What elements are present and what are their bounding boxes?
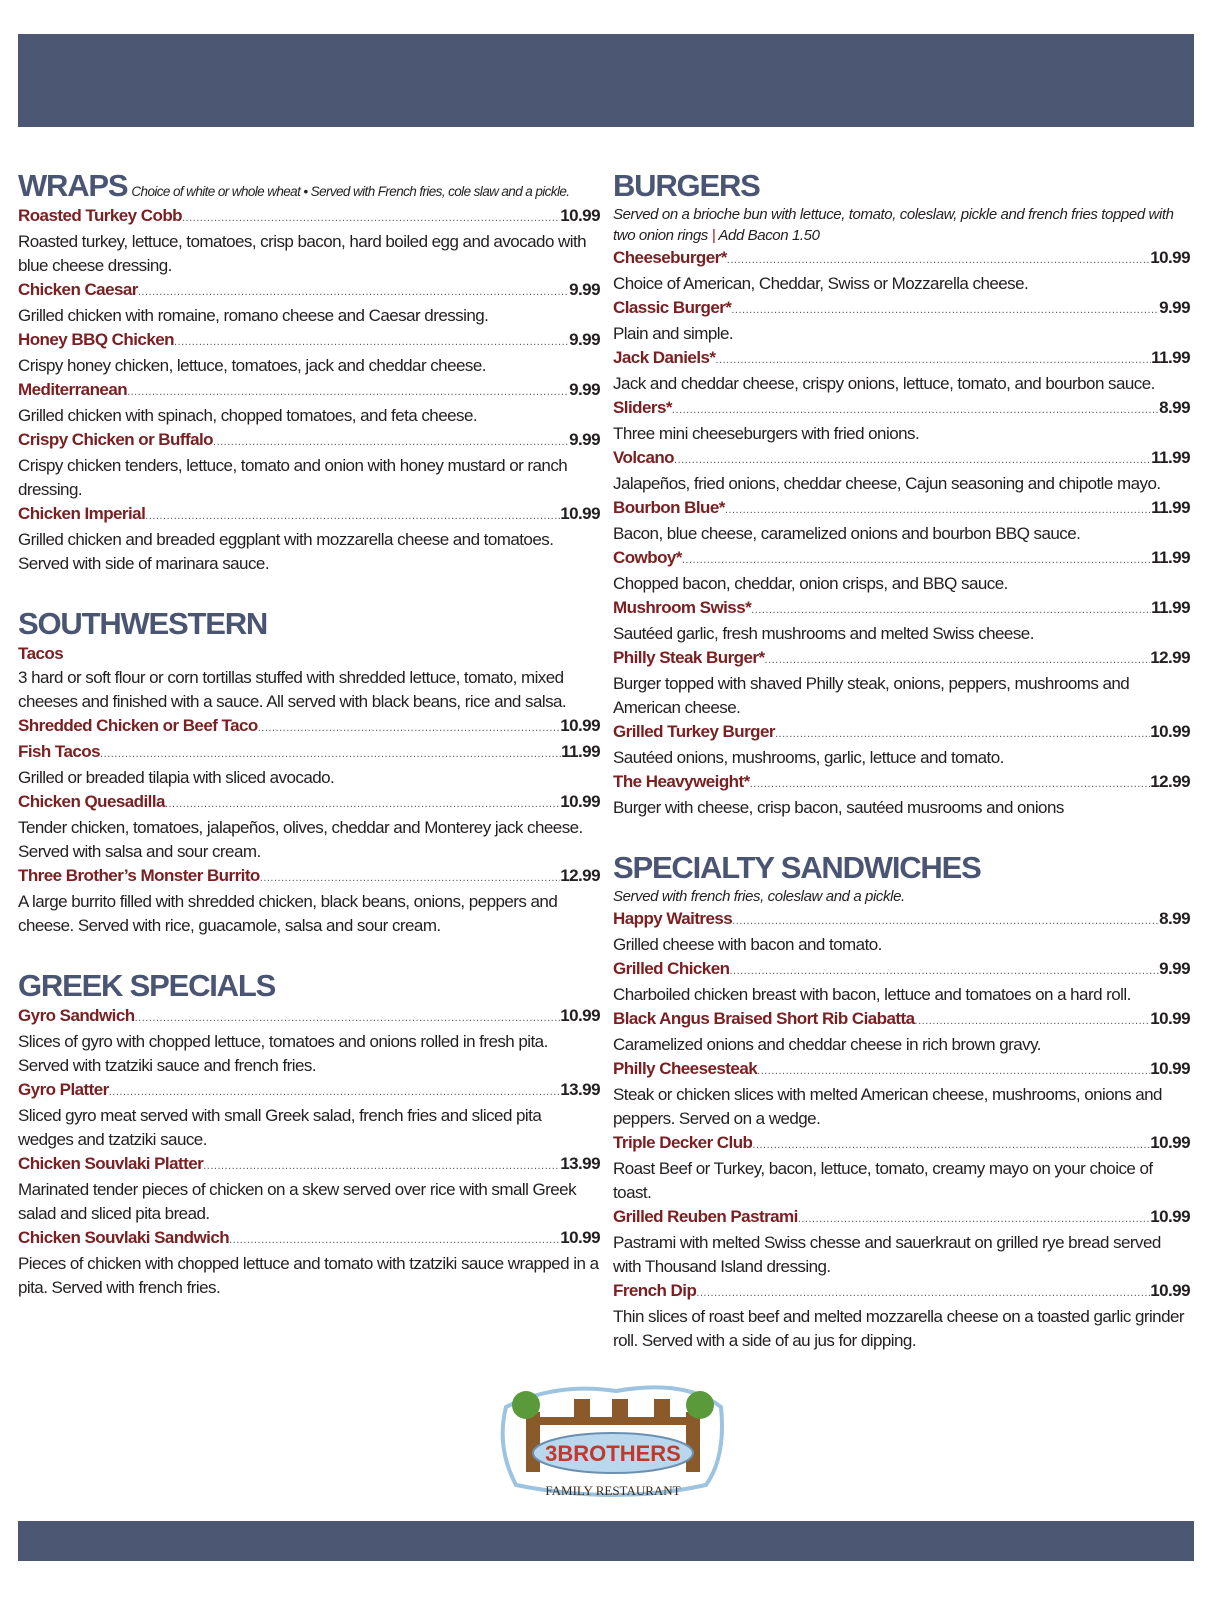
menu-item-description: Pieces of chicken with chopped lettuce and tomato with tzatziki sauce wrapped in a pita. Served with french fries. [18, 1254, 599, 1297]
menu-item-name: Fish Tacos [18, 742, 101, 761]
dot-leader [672, 398, 1159, 422]
menu-item-price: 9.99 [1159, 298, 1190, 317]
menu-item-description: Choice of American, Cheddar, Swiss or Mozzarella cheese. [613, 274, 1029, 293]
menu-item [613, 546, 1190, 596]
dot-leader [915, 1009, 1151, 1033]
menu-item-name: Mushroom Swiss* [613, 598, 752, 617]
menu-item-price: 10.99 [560, 716, 600, 735]
menu-item-row [613, 396, 1190, 422]
menu-item-name: Chicken Souvlaki Platter [18, 1154, 204, 1173]
menu-item [613, 646, 1190, 720]
dot-leader [752, 1133, 1150, 1157]
menu-item-row [18, 278, 600, 304]
menu-item-name: French Dip [613, 1281, 697, 1300]
section-note [613, 204, 1190, 246]
section-burgers [613, 168, 1190, 820]
dot-leader [182, 206, 560, 230]
menu-item-name: Grilled Turkey Burger [613, 722, 775, 741]
menu-item-description: Roast Beef or Turkey, bacon, lettuce, tomato, creamy mayo on your choice of toast. [613, 1159, 1153, 1202]
menu-item [613, 770, 1190, 820]
menu-item-row [613, 720, 1190, 746]
dot-leader [145, 504, 560, 528]
menu-item [613, 1279, 1190, 1353]
menu-item [18, 378, 600, 428]
menu-item-price: 10.99 [560, 206, 600, 225]
menu-item-row [18, 1226, 600, 1252]
section-greek-specials [18, 968, 600, 1300]
menu-item-name: Grilled Chicken [613, 959, 730, 978]
dot-leader [775, 722, 1150, 746]
menu-item-description: Crispy honey chicken, lettuce, tomatoes, jack and cheddar cheese. [18, 356, 486, 375]
section-title: BURGERS [613, 168, 760, 203]
dot-leader [174, 330, 569, 354]
menu-item [18, 740, 600, 790]
menu-item-price: 10.99 [560, 1228, 600, 1247]
menu-item [613, 496, 1190, 546]
menu-item-price: 11.99 [1151, 548, 1190, 567]
menu-item-row [18, 328, 600, 354]
section-header [613, 850, 1190, 886]
dot-leader [138, 280, 569, 304]
menu-item-name: Three Brother’s Monster Burrito [18, 866, 260, 885]
menu-item [18, 278, 600, 328]
menu-item-description: Crispy chicken tenders, lettuce, tomato and onion with honey mustard or ranch dressing. [18, 456, 568, 499]
dot-leader [751, 598, 1151, 622]
menu-item-description: Marinated tender pieces of chicken on a skew served over rice with small Greek salad and sliced pita bread. [18, 1180, 577, 1223]
menu-item-row [18, 864, 600, 890]
menu-item-name: Grilled Reuben Pastrami [613, 1207, 798, 1226]
menu-item-description: Grilled or breaded tilapia with sliced avocado. [18, 768, 335, 787]
menu-item-description: Pastrami with melted Swiss chesse and sauerkraut on grilled rye bread served with Thousand Island dressing. [613, 1233, 1161, 1276]
menu-item [613, 346, 1190, 396]
menu-item [613, 446, 1190, 496]
menu-item-name: Roasted Turkey Cobb [18, 206, 182, 225]
menu-item-description: Jack and cheddar cheese, crispy onions, lettuce, tomato, and bourbon sauce. [613, 374, 1155, 393]
menu-columns [18, 168, 1224, 1353]
menu-item-row [613, 957, 1190, 983]
menu-item-price: 11.99 [1151, 598, 1190, 617]
menu-item-price: 10.99 [1150, 1281, 1190, 1300]
menu-item-description: Steak or chicken slices with melted American cheese, mushrooms, onions and peppers. Served on a wedge. [613, 1085, 1162, 1128]
menu-item-row [613, 496, 1190, 522]
menu-item-row [613, 1131, 1190, 1157]
section-note-text: Served on a brioche bun with lettuce, tomato, coleslaw, pickle and french fries topped with two onion rings [613, 206, 1174, 244]
section-wraps [18, 168, 600, 576]
menu-item-row [613, 246, 1190, 272]
menu-item-name: Bourbon Blue* [613, 498, 725, 517]
dot-leader [229, 1228, 560, 1252]
menu-item-price: 12.99 [1150, 648, 1190, 667]
menu-item-row [18, 1152, 600, 1178]
dot-leader [682, 548, 1151, 572]
menu-item-row [18, 642, 600, 666]
menu-item-description: Charboiled chicken breast with bacon, lettuce and tomatoes on a hard roll. [613, 985, 1131, 1004]
menu-item [18, 1078, 600, 1152]
menu-item-name: Shredded Chicken or Beef Taco [18, 716, 258, 735]
section-specialty-sandwiches [613, 850, 1190, 1353]
menu-item-name: Gyro Sandwich [18, 1006, 135, 1025]
section-header [18, 606, 600, 642]
menu-item-description: Chopped bacon, cheddar, onion crisps, and BBQ sauce. [613, 574, 1008, 593]
menu-item-row [18, 378, 600, 404]
menu-item [18, 502, 600, 576]
menu-item-row [613, 770, 1190, 796]
section-header [18, 168, 600, 204]
section-note-text: Served with french fries, coleslaw and a pickle. [613, 888, 905, 905]
menu-item [613, 1007, 1190, 1057]
menu-item-description: Plain and simple. [613, 324, 734, 343]
menu-item-row [613, 1007, 1190, 1033]
dot-leader [727, 248, 1150, 272]
menu-item-price: 9.99 [569, 380, 600, 399]
menu-item [18, 790, 600, 864]
menu-item-name: Honey BBQ Chicken [18, 330, 174, 349]
menu-item-name: Chicken Caesar [18, 280, 138, 299]
menu-item-price: 10.99 [1150, 1133, 1190, 1152]
menu-item [613, 1057, 1190, 1131]
menu-item-name: Sliders* [613, 398, 672, 417]
menu-item-name: Volcano [613, 448, 675, 467]
menu-item-row [18, 790, 600, 816]
menu-item-description: Grilled chicken with spinach, chopped tomatoes, and feta cheese. [18, 406, 478, 425]
menu-item-row [613, 546, 1190, 572]
menu-item-price: 10.99 [1150, 1009, 1190, 1028]
section-note: Choice of white or whole wheat • Served with French fries, cole slaw and a pickle. [131, 184, 570, 199]
menu-item-price: 11.99 [1151, 348, 1190, 367]
menu-item [18, 642, 600, 714]
menu-item-row [18, 502, 600, 528]
menu-item-name: Cowboy* [613, 548, 682, 567]
menu-item-name: Mediterranean [18, 380, 128, 399]
left-column [18, 168, 600, 1353]
menu-item-price: 11.99 [561, 742, 600, 761]
footer-bar [18, 1521, 1194, 1561]
menu-item [613, 1131, 1190, 1205]
dot-leader [100, 742, 561, 766]
note-extra: Add Bacon 1.50 [718, 227, 820, 244]
menu-item-price: 13.99 [560, 1154, 600, 1173]
menu-item-name: Happy Waitress [613, 909, 733, 928]
menu-item-name: Triple Decker Club [613, 1133, 753, 1152]
menu-item-description: Sliced gyro meat served with small Greek salad, french fries and sliced pita wedges and tzatziki sauce. [18, 1106, 542, 1149]
menu-item [18, 428, 600, 502]
dot-leader [213, 430, 569, 454]
dot-leader [731, 298, 1159, 322]
section-title: WRAPS [18, 168, 128, 203]
section-title: GREEK SPECIALS [18, 968, 276, 1003]
right-column [613, 168, 1190, 1353]
menu-item-row [18, 714, 600, 740]
menu-item [613, 720, 1190, 770]
dot-leader [798, 1207, 1150, 1231]
menu-item-price: 9.99 [569, 430, 600, 449]
menu-item-description: Caramelized onions and cheddar cheese in rich brown gravy. [613, 1035, 1041, 1054]
dot-leader [109, 1080, 560, 1104]
menu-item [18, 1226, 600, 1300]
menu-item [613, 957, 1190, 1007]
dot-leader [729, 959, 1159, 983]
dot-leader [127, 380, 569, 404]
dot-leader [135, 1006, 561, 1030]
menu-item-price: 8.99 [1159, 909, 1190, 928]
menu-item-description: Sautéed onions, mushrooms, garlic, lettuce and tomato. [613, 748, 1004, 767]
menu-item [613, 596, 1190, 646]
note-separator: | [711, 227, 716, 244]
menu-item-name: Classic Burger* [613, 298, 732, 317]
dot-leader [757, 1059, 1150, 1083]
logo-text: 3BROTHERS [545, 1441, 681, 1466]
menu-item-description: Grilled chicken and breaded eggplant with mozzarella cheese and tomatoes. Served with side of marinara sauce. [18, 530, 554, 573]
menu-item-price: 10.99 [560, 504, 600, 523]
menu-item-price: 10.99 [1150, 1207, 1190, 1226]
menu-item-name: Gyro Platter [18, 1080, 109, 1099]
menu-item-price: 12.99 [1150, 772, 1190, 791]
menu-item-description: Three mini cheeseburgers with fried onions. [613, 424, 920, 443]
dot-leader [674, 448, 1151, 472]
menu-item-description: Burger topped with shaved Philly steak, onions, peppers, mushrooms and American cheese. [613, 674, 1130, 717]
menu-item-price: 8.99 [1159, 398, 1190, 417]
menu-item-row [613, 296, 1190, 322]
menu-item-row [613, 446, 1190, 472]
menu-item-row [613, 907, 1190, 933]
menu-item-name: Philly Cheesesteak [613, 1059, 758, 1078]
dot-leader [750, 772, 1151, 796]
menu-item-row [18, 428, 600, 454]
logo-subtext: FAMILY RESTAURANT [545, 1483, 681, 1498]
menu-item [613, 907, 1190, 957]
dot-leader [732, 909, 1159, 933]
menu-item [18, 1004, 600, 1078]
menu-item-name: Cheeseburger* [613, 248, 727, 267]
menu-item-description: Sautéed garlic, fresh mushrooms and melted Swiss cheese. [613, 624, 1034, 643]
menu-item-name: Tacos [18, 644, 64, 663]
menu-item-description: Jalapeños, fried onions, cheddar cheese, Cajun seasoning and chipotle mayo. [613, 474, 1161, 493]
menu-item-name: Black Angus Braised Short Rib Ciabatta [613, 1009, 915, 1028]
restaurant-logo [496, 1377, 728, 1503]
section-southwestern [18, 606, 600, 938]
menu-item-description: Burger with cheese, crisp bacon, sautéed musrooms and onions [613, 798, 1064, 817]
menu-item-row [18, 1004, 600, 1030]
section-title: SPECIALTY SANDWICHES [613, 850, 981, 885]
menu-item-price: 10.99 [1150, 722, 1190, 741]
menu-item-name: Crispy Chicken or Buffalo [18, 430, 214, 449]
menu-item-description: Grilled chicken with romaine, romano cheese and Caesar dressing. [18, 306, 489, 325]
dot-leader [715, 348, 1151, 372]
dot-leader [765, 648, 1151, 672]
menu-item-row [613, 1279, 1190, 1305]
menu-item [613, 396, 1190, 446]
menu-item-description: Grilled cheese with bacon and tomato. [613, 935, 882, 954]
menu-item-row [613, 646, 1190, 672]
menu-item-description: Roasted turkey, lettuce, tomatoes, crisp bacon, hard boiled egg and avocado with blue cheese dressing. [18, 232, 587, 275]
menu-item [18, 1152, 600, 1226]
menu-item-name: Chicken Souvlaki Sandwich [18, 1228, 230, 1247]
menu-item [18, 864, 600, 938]
menu-item [18, 204, 600, 278]
dot-leader [258, 716, 560, 740]
menu-item-price: 11.99 [1151, 448, 1190, 467]
menu-item-price: 13.99 [560, 1080, 600, 1099]
section-note [613, 886, 1190, 907]
dot-leader [203, 1154, 560, 1178]
menu-item-price: 10.99 [560, 1006, 600, 1025]
menu-item-row [613, 596, 1190, 622]
menu-item-price: 10.99 [560, 792, 600, 811]
section-header [18, 968, 600, 1004]
menu-item-price: 10.99 [1150, 1059, 1190, 1078]
dot-leader [260, 866, 560, 890]
menu-item-name: Jack Daniels* [613, 348, 716, 367]
menu-item-price: 9.99 [1159, 959, 1190, 978]
menu-item-row [613, 1205, 1190, 1231]
menu-item [613, 296, 1190, 346]
menu-item-description: Slices of gyro with chopped lettuce, tomatoes and onions rolled in fresh pita. Served with tzatziki sauce and french fries. [18, 1032, 548, 1075]
dot-leader [696, 1281, 1150, 1305]
menu-item-price: 9.99 [569, 280, 600, 299]
header-bar [18, 34, 1194, 127]
menu-item [613, 246, 1190, 296]
menu-item-row [18, 204, 600, 230]
menu-item-description: Bacon, blue cheese, caramelized onions and bourbon BBQ sauce. [613, 524, 1081, 543]
menu-item-name: Philly Steak Burger* [613, 648, 765, 667]
menu-item-price: 10.99 [1150, 248, 1190, 267]
dot-leader [165, 792, 560, 816]
menu-item [18, 714, 600, 740]
menu-item-description: A large burrito filled with shredded chicken, black beans, onions, peppers and cheese. Served with rice, guacamole, salsa and sour cream. [18, 892, 558, 935]
menu-item [613, 1205, 1190, 1279]
menu-item-description: Thin slices of roast beef and melted mozzarella cheese on a toasted garlic grinder roll. Served with a side of au jus for dipping. [613, 1307, 1185, 1350]
menu-item-description: Tender chicken, tomatoes, jalapeños, olives, cheddar and Monterey jack cheese. Served with salsa and sour cream. [18, 818, 583, 861]
menu-item-name: Chicken Imperial [18, 504, 146, 523]
section-title: SOUTHWESTERN [18, 606, 268, 641]
menu-item-row [18, 740, 600, 766]
menu-item-row [18, 1078, 600, 1104]
menu-item-price: 12.99 [560, 866, 600, 885]
menu-item-row [613, 346, 1190, 372]
menu-item-price: 11.99 [1151, 498, 1190, 517]
menu-item-price: 9.99 [569, 330, 600, 349]
menu-item-description: 3 hard or soft flour or corn tortillas stuffed with shredded lettuce, tomato, mixed cheeses and finished with a sauce. All served with black beans, rice and salsa. [18, 668, 567, 711]
section-header [613, 168, 1190, 204]
menu-item [18, 328, 600, 378]
menu-item-row [613, 1057, 1190, 1083]
menu-item-name: The Heavyweight* [613, 772, 750, 791]
menu-item-name: Chicken Quesadilla [18, 792, 165, 811]
dot-leader [725, 498, 1151, 522]
